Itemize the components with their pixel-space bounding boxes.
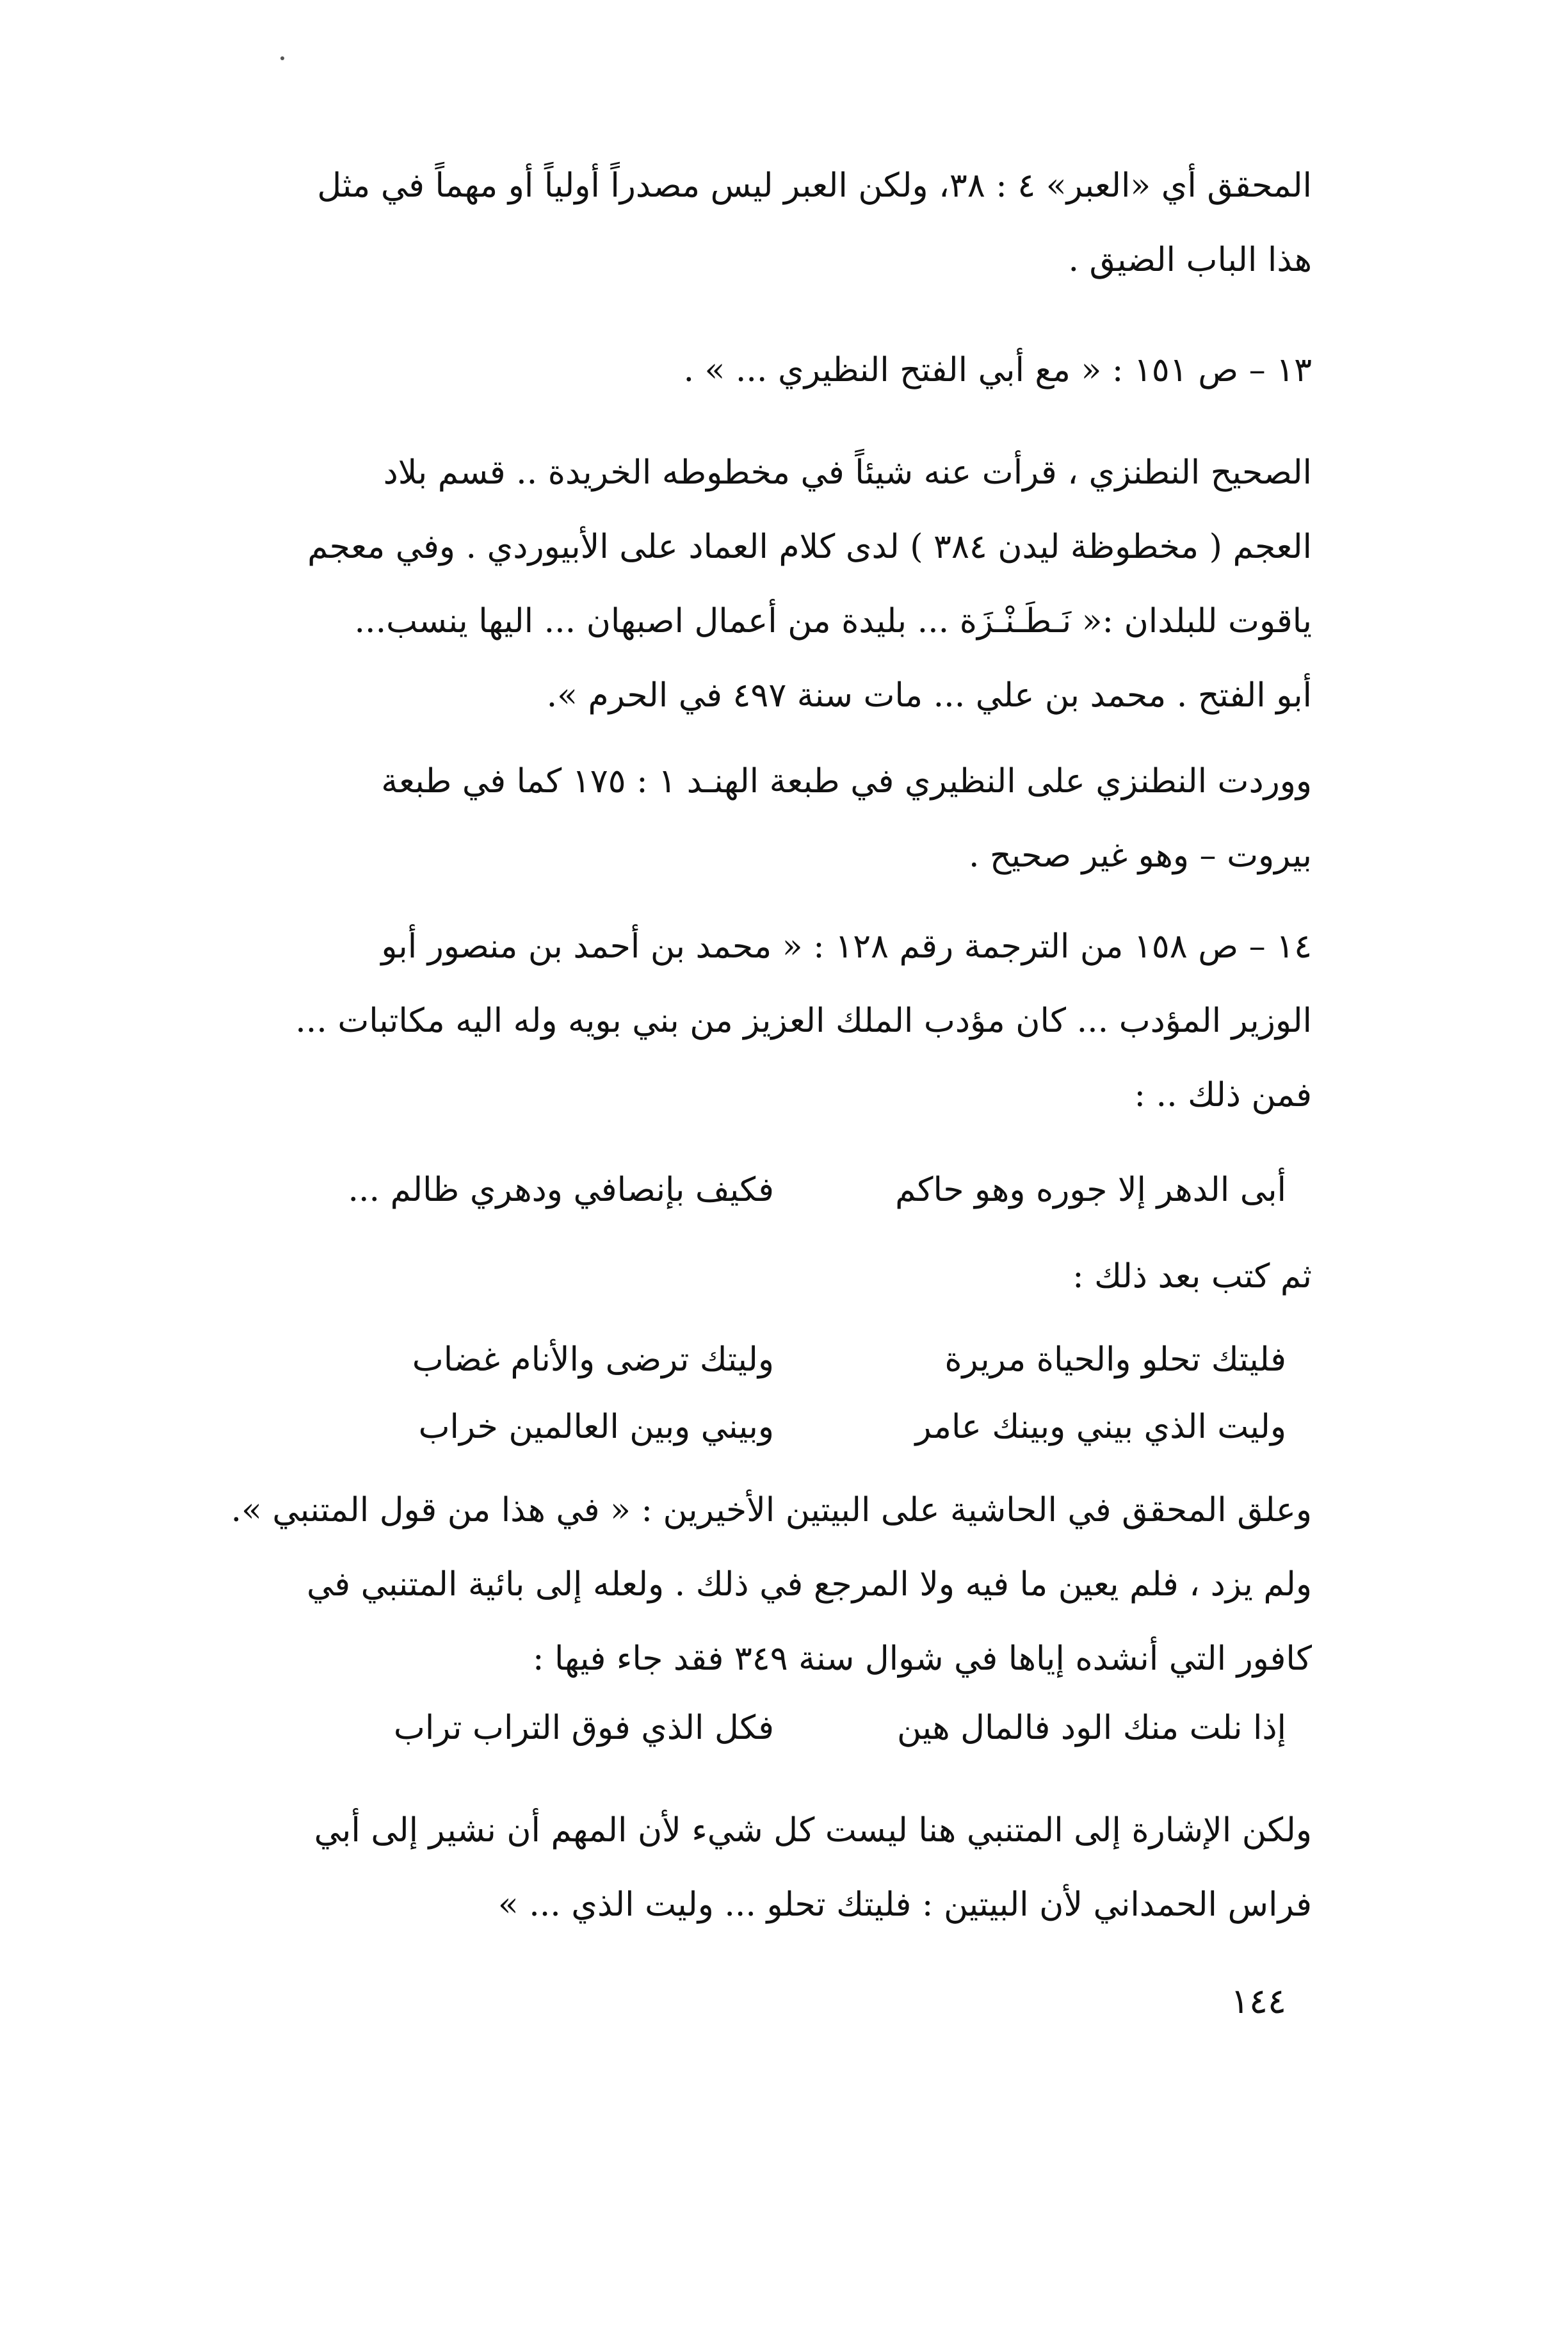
verse-second-hemistich: فكل الذي فوق التراب تراب [393,1709,774,1747]
paragraph-6 [230,1239,1312,1314]
text-line: وعلق المحقق في الحاشية على البيتين الأخيرين : « في هذا من قول المتنبي ». [230,1491,1312,1529]
paragraph-5-item-14 [230,909,1312,1132]
text-line: ثم كتب بعد ذلك : [1072,1257,1312,1296]
verse-first-hemistich: أبى الدهر إلا جوره وهو حاكم [895,1171,1286,1209]
text-line: المحقق أي «العبر» ٤ : ٣٨، ولكن العبر ليس مصدراً أولياً أو مهماً في مثل [317,167,1312,205]
verse-4 [262,1691,1286,1765]
verse-first-hemistich: إذا نلت منك الود فالمال هين [896,1709,1286,1747]
verse-first-hemistich: فليتك تحلو والحياة مريرة [944,1340,1286,1379]
verse-first-hemistich: وليت الذي بيني وبينك عامر [915,1408,1286,1446]
verse-second-hemistich: وليتك ترضى والأنام غضاب [412,1340,774,1379]
verse-second-hemistich: فكيف بإنصافي ودهري ظالم ... [348,1171,774,1209]
paragraph-1 [230,149,1312,297]
text-line: ١٣ – ص ١٥١ : « مع أبي الفتح النظيري ... » . [683,351,1312,389]
text-line: ١٤ – ص ١٥٨ من الترجمة رقم ١٢٨ : « محمد بن أحمد بن منصور أبو [381,927,1312,966]
scan-speck [280,56,284,60]
paragraph-2-item-13 [230,333,1312,407]
verse-3 [262,1390,1286,1464]
verse-1 [262,1153,1286,1227]
text-line: الصحيح النطنزي ، قرأت عنه شيئاً في مخطوطه الخريدة .. قسم بلاد [383,453,1312,492]
text-line: أبو الفتح . محمد بن علي ... مات سنة ٤٩٧ في الحرم ». [546,676,1312,715]
text-line: ووردت النطنزي على النظيري في طبعة الهنـد ١ : ١٧٥ كما في طبعة [381,762,1312,801]
text-line: ياقوت للبلدان :« نَـطَـنْـزَة ... بليدة من أعمال اصبهان ... اليها ينسب... [354,602,1312,640]
verse-2 [262,1323,1286,1397]
paragraph-7 [230,1473,1312,1696]
text-line: ولم يزد ، فلم يعين ما فيه ولا المرجع في ذلك . ولعله إلى بائية المتنبي في [306,1565,1312,1604]
text-line: فمن ذلك .. : [1134,1076,1312,1114]
text-line: بيروت – وهو غير صحيح . [968,836,1312,875]
paragraph-8 [230,1793,1312,1942]
paragraph-4 [230,744,1312,893]
page-number: ١٤٤ [1230,1981,1286,2021]
text-line: ولكن الإشارة إلى المتنبي هنا ليست كل شيء لأن المهم أن نشير إلى أبي [314,1811,1312,1850]
text-line: كافور التي أنشده إياها في شوال سنة ٣٤٩ فقد جاء فيها : [532,1640,1312,1678]
text-line: العجم ( مخطوظة ليدن ٣٨٤ ) لدى كلام العماد على الأبيوردي . وفي معجم [307,528,1312,566]
text-line: هذا الباب الضيق . [1068,241,1312,279]
text-line: فراس الحمداني لأن البيتين : فليتك تحلو ... وليت الذي ... » [497,1886,1312,1924]
verse-second-hemistich: وبيني وبين العالمين خراب [418,1408,774,1446]
text-line: الوزير المؤدب ... كان مؤدب الملك العزيز من بني بويه وله اليه مكاتبات ... [295,1002,1312,1040]
paragraph-3 [230,436,1312,733]
